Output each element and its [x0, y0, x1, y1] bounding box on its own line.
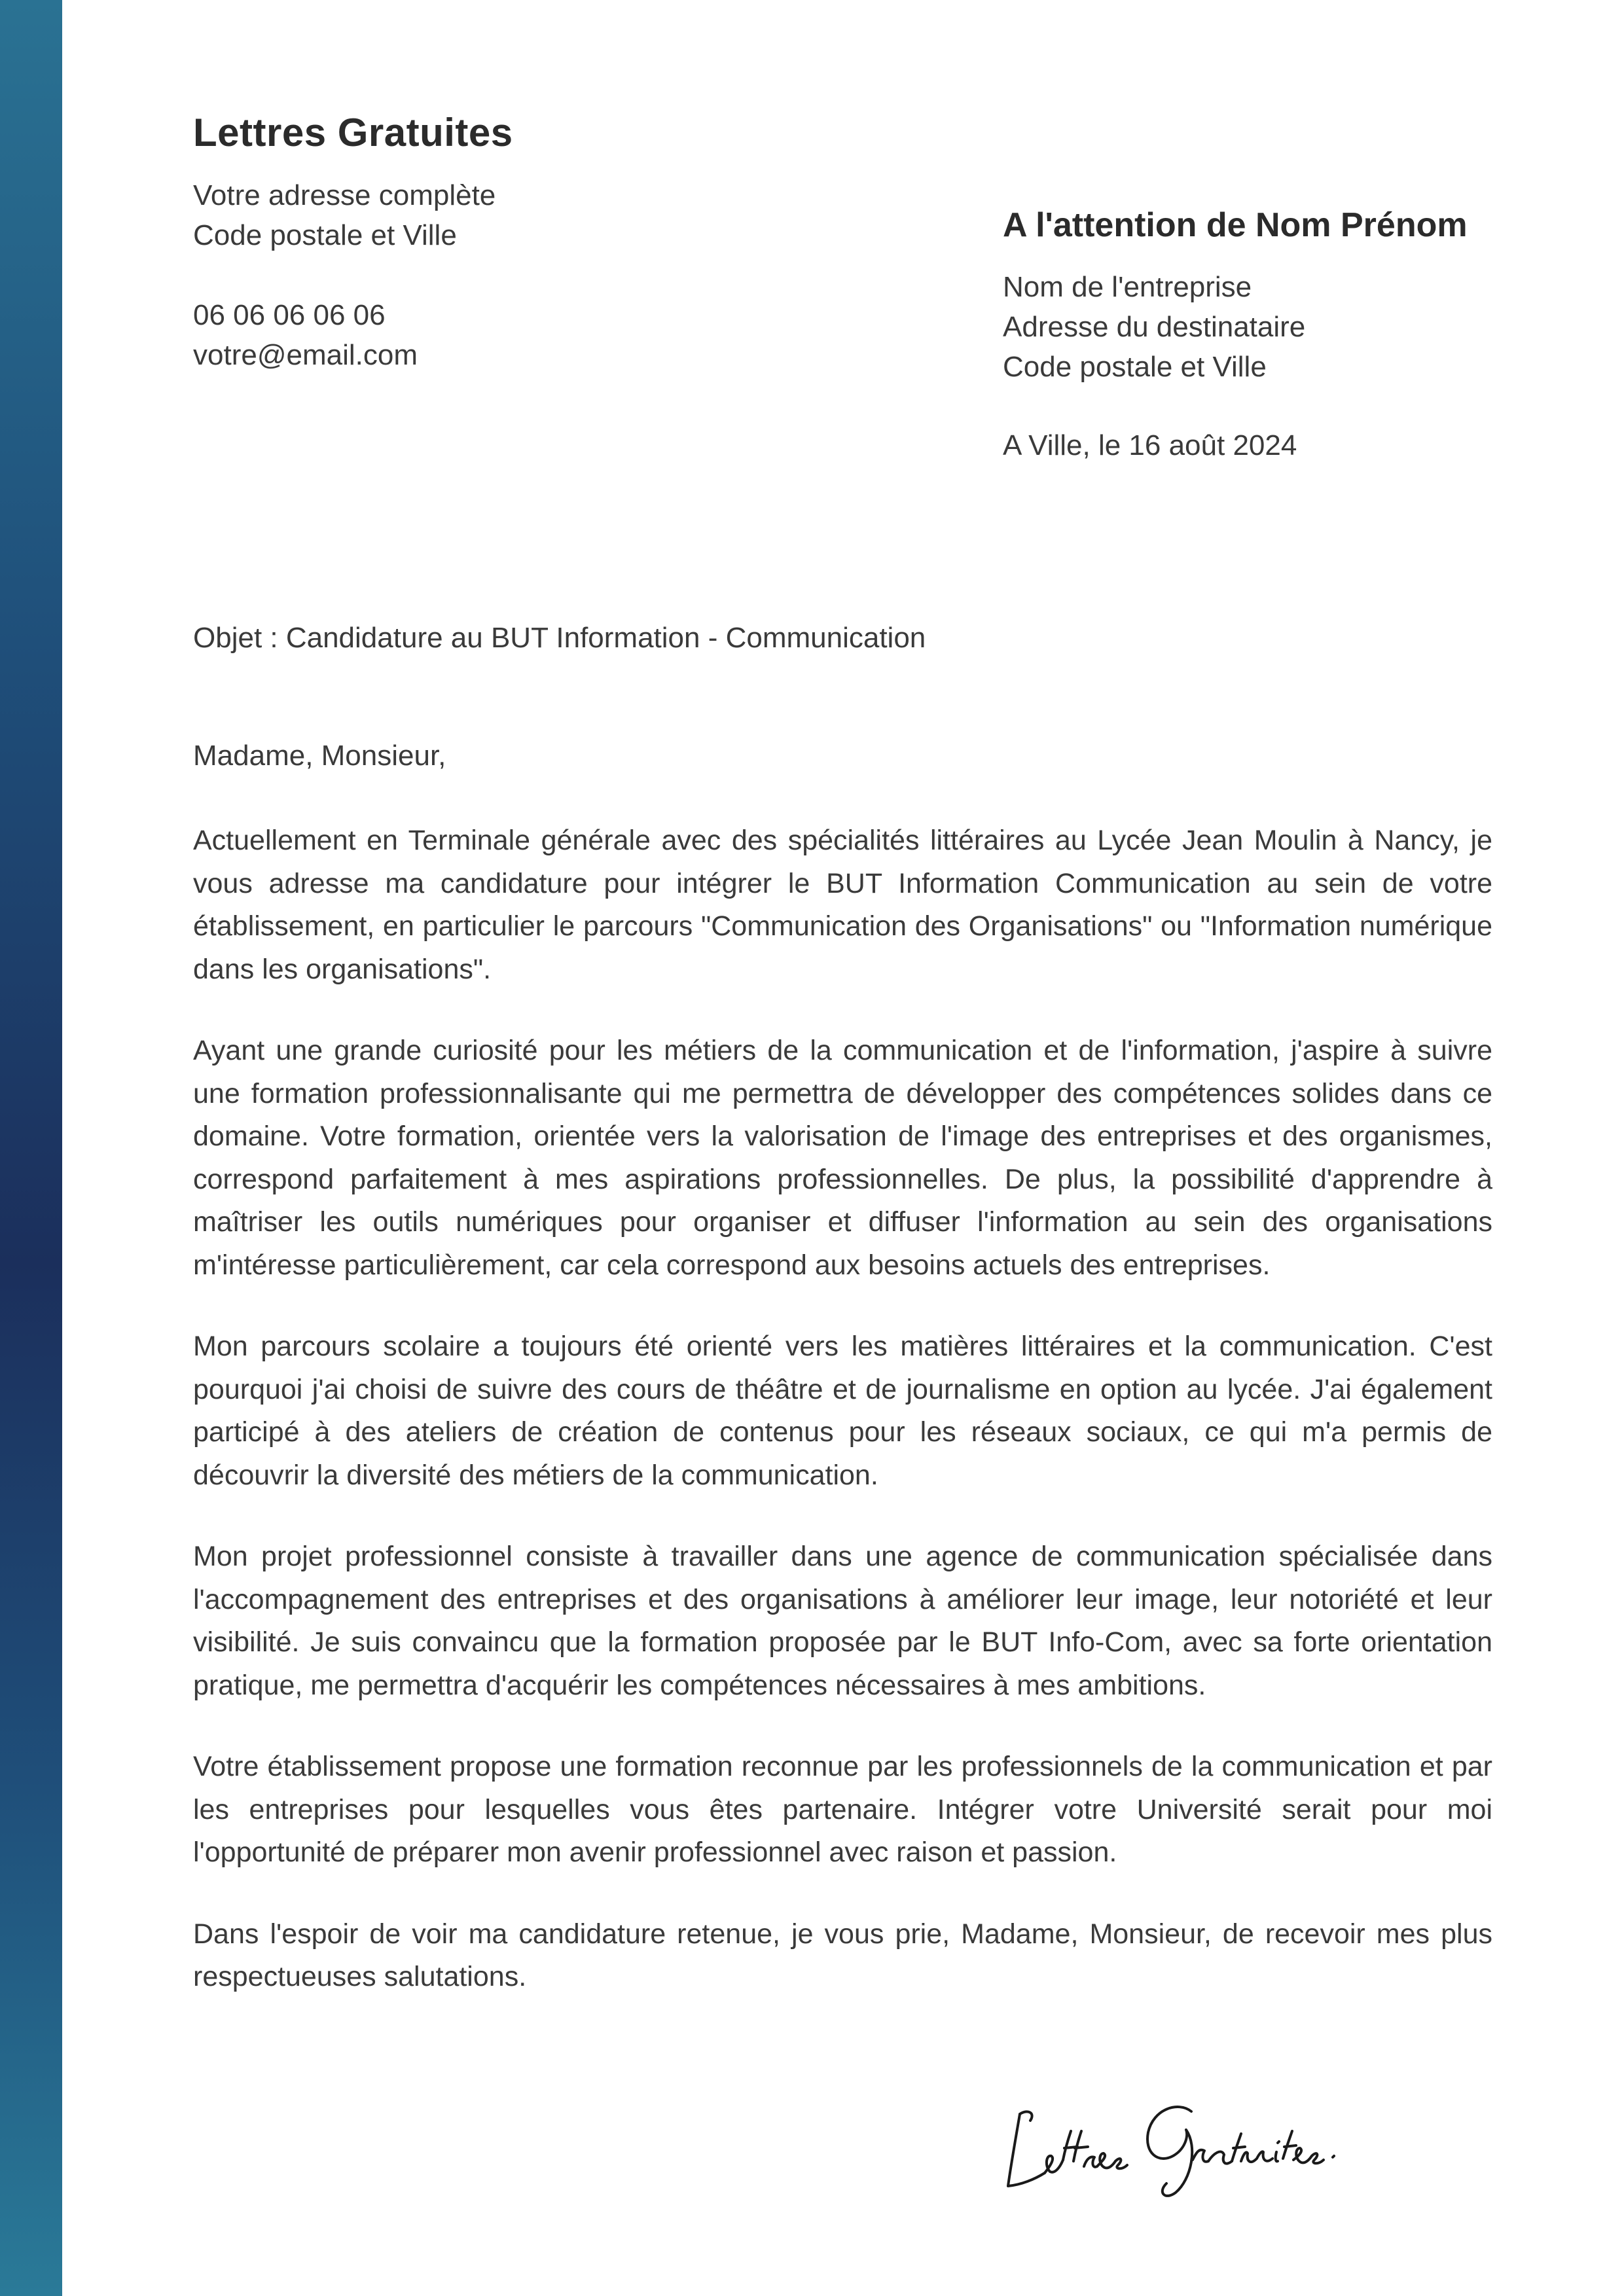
sender-phone: 06 06 06 06 06 — [193, 299, 386, 331]
handwritten-signature — [982, 2075, 1375, 2206]
body-paragraph: Votre établissement propose une formation reconnue par les professionnels de la communication et par les entreprises pour lesquelles vous êtes partenaire. Intégrer votre Université serait pour moi l'opportunité de préparer mon avenir professionnel avec raison et passion. — [193, 1751, 1492, 1868]
letter-subject: Objet : Candidature au BUT Information - Communication — [193, 622, 926, 654]
sender-address-block — [193, 175, 496, 375]
body-paragraph: Ayant une grande curiosité pour les métiers de la communication et de l'information, j'aspire à suivre une formation professionnalisante qui me permettra de développer des compétences solides dans ce domaine. Votre formation, orientée vers la valorisation de l'image des entreprises et des organismes, correspond parfaitement à mes aspirations professionnelles. De plus, la possibilité d'apprendre à maîtriser les outils numériques pour organiser et diffuser l'information au sein des organisations m'intéresse particulièrement, car cela correspond aux besoins actuels des entreprises. — [193, 1035, 1492, 1281]
body-paragraph: Dans l'espoir de voir ma candidature retenue, je vous prie, Madame, Monsieur, de recevoir mes plus respectueuses salutations. — [193, 1918, 1492, 1992]
sender-city: Code postale et Ville — [193, 219, 457, 251]
letter-date: A Ville, le 16 août 2024 — [1003, 429, 1297, 461]
recipient-address-block — [1003, 267, 1305, 387]
body-paragraph: Mon parcours scolaire a toujours été orienté vers les matières littéraires et la communication. C'est pourquoi j'ai choisi de suivre des cours de théâtre et de journalisme en option au lycée. J'ai également participé à des ateliers de création de contenus pour les réseaux sociaux, ce qui m'a permis de découvrir la diversité des métiers de la communication. — [193, 1331, 1492, 1491]
recipient-attention: A l'attention de Nom Prénom — [1003, 206, 1468, 244]
sender-name: Lettres Gratuites — [193, 111, 513, 154]
body-paragraph: Mon projet professionnel consiste à travailler dans une agence de communication spécialisée dans l'accompagnement des entreprises et des organisations à améliorer leur image, leur notoriété et leur visibilité. Je suis convaincu que la formation proposée par le BUT Info-Com, avec sa forte orientation pratique, me permettra d'acquérir les compétences nécessaires à mes ambitions. — [193, 1541, 1492, 1701]
recipient-city: Code postale et Ville — [1003, 351, 1267, 383]
recipient-address: Adresse du destinataire — [1003, 311, 1306, 343]
sender-address: Votre adresse complète — [193, 179, 496, 211]
recipient-company: Nom de l'entreprise — [1003, 271, 1252, 303]
decorative-side-band — [0, 0, 62, 2296]
sender-email: votre@email.com — [193, 339, 418, 371]
letter-salutation: Madame, Monsieur, — [193, 740, 446, 772]
body-paragraph: Actuellement en Terminale générale avec des spécialités littéraires au Lycée Jean Moulin à Nancy, je vous adresse ma candidature pour intégrer le BUT Information Communication au sein de votre établissement, en particulier le parcours "Communication des Organisations" ou "Information numérique dans les organisations". — [193, 825, 1492, 985]
letter-body — [193, 819, 1492, 2037]
